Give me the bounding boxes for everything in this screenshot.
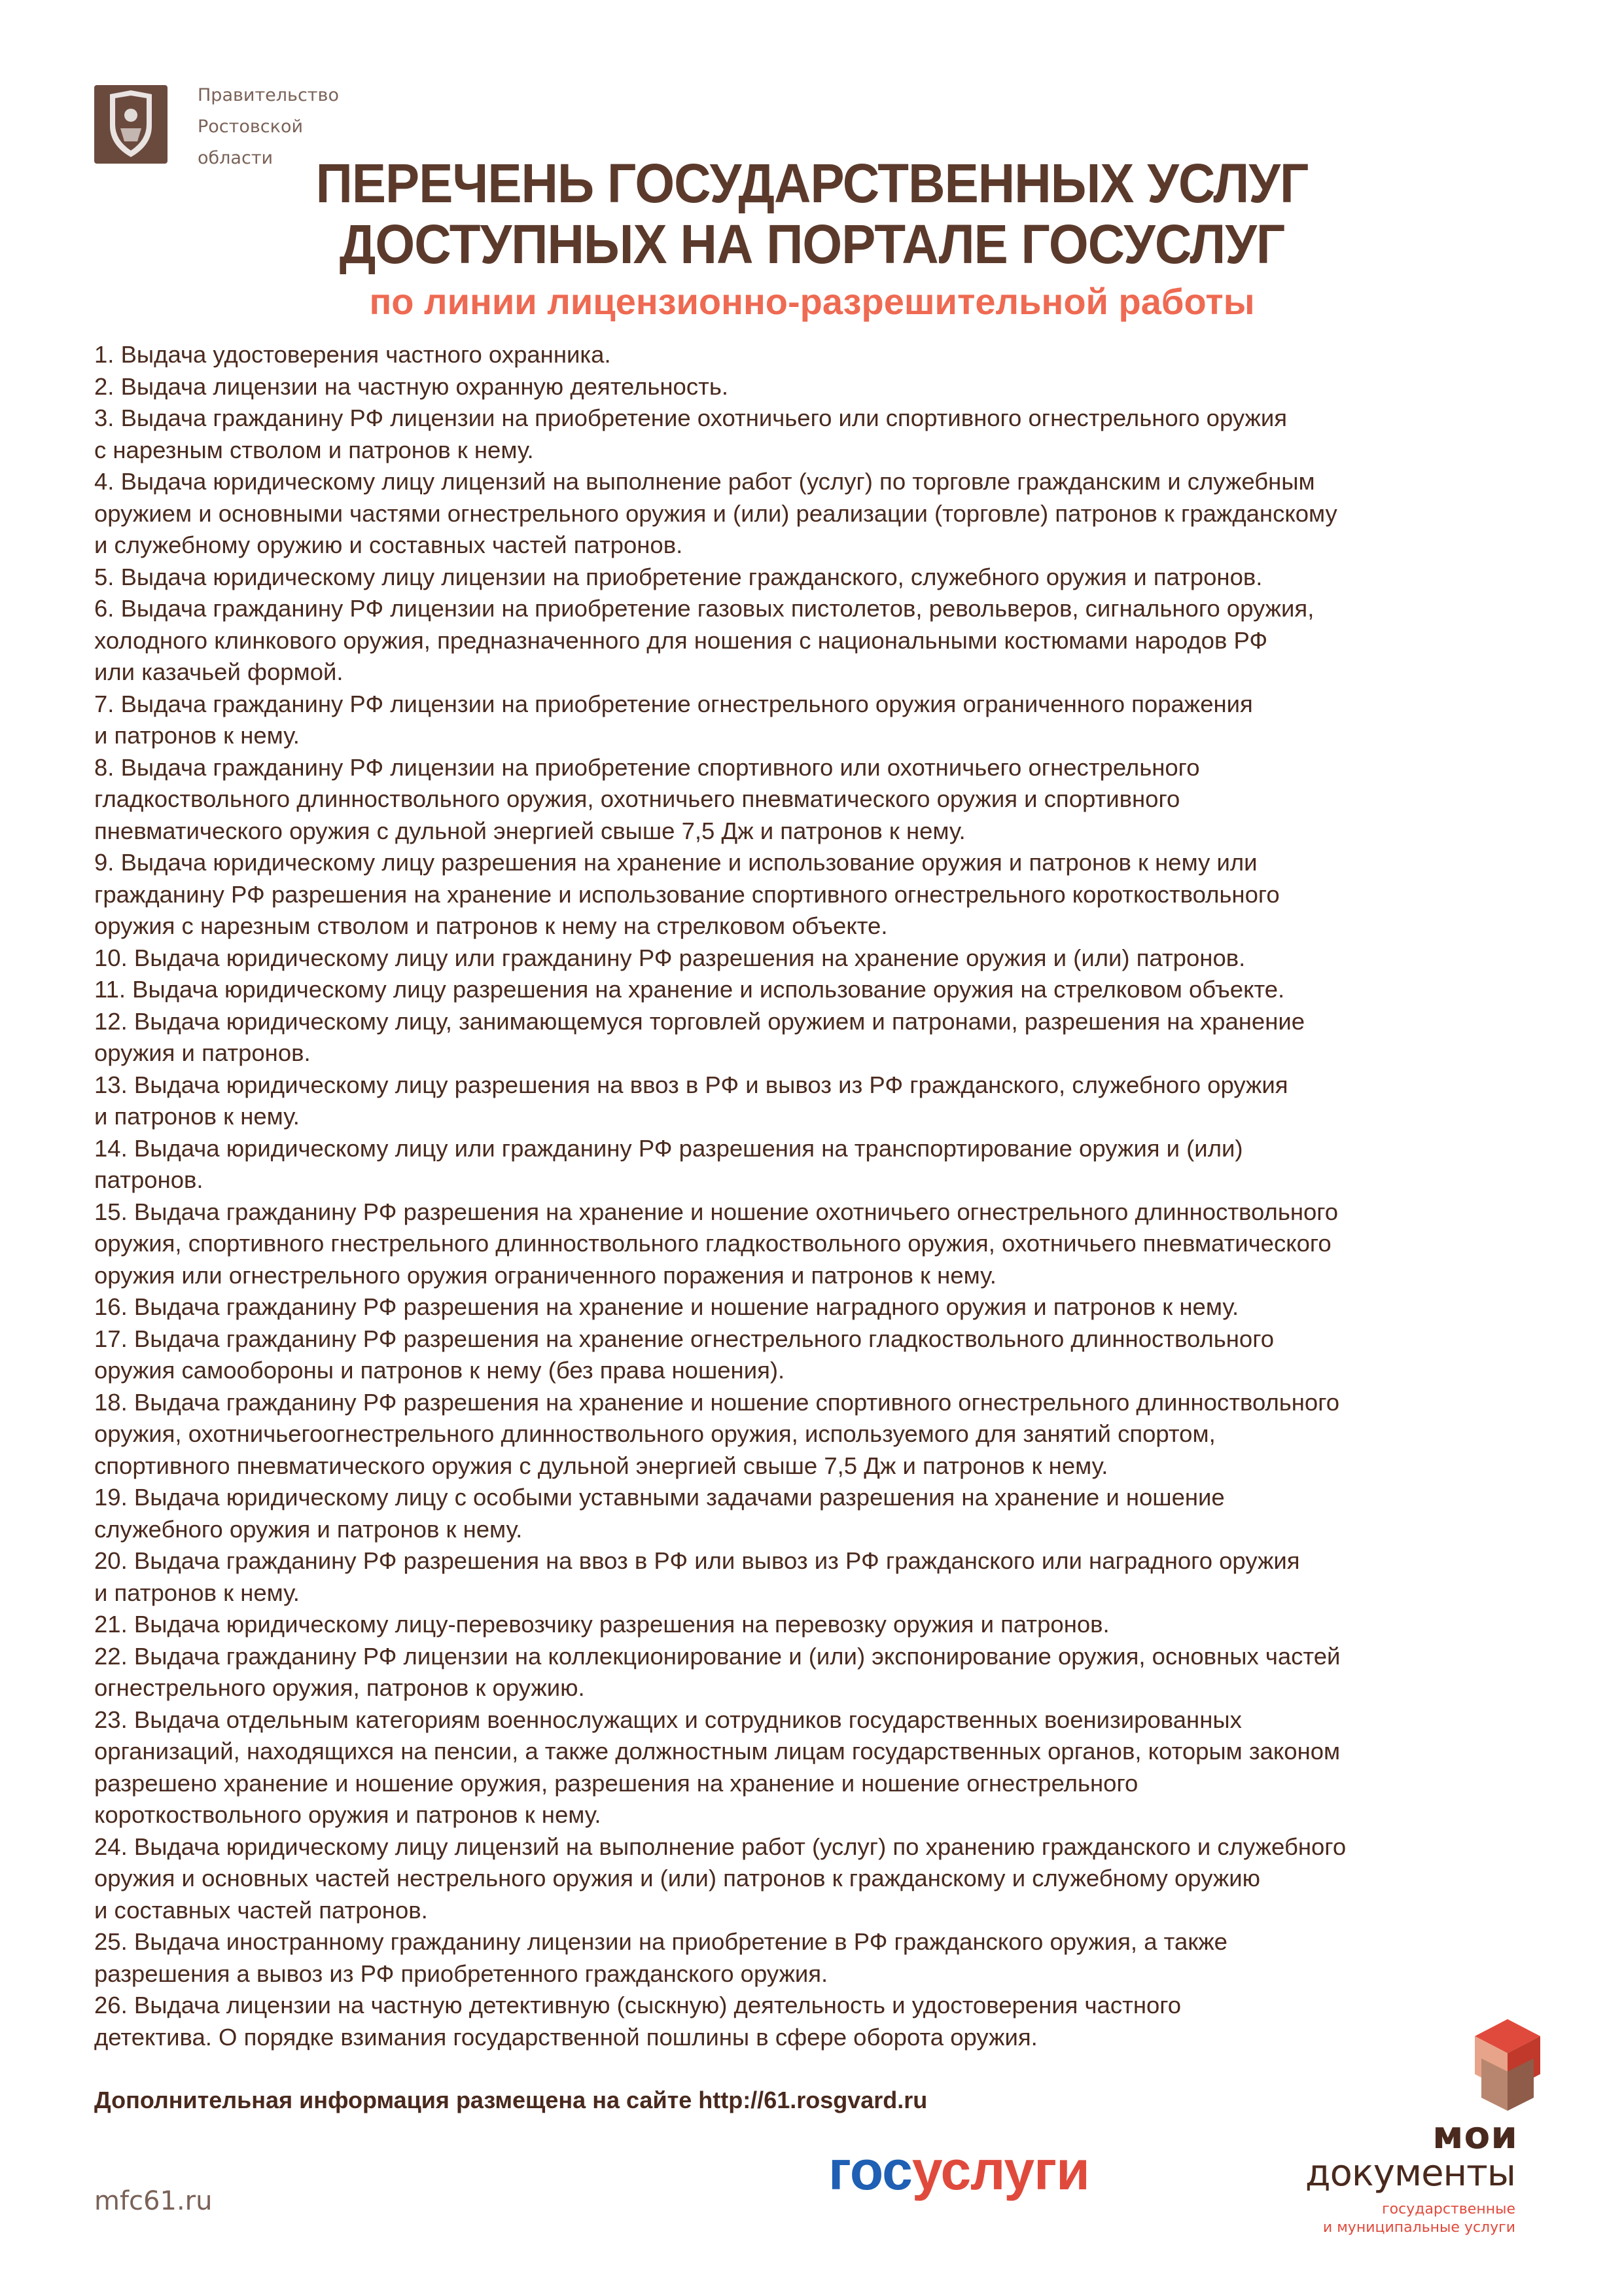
service-item-line: оружия и основных частей нестрельного оружия и (или) патронов к гражданскому и служебному оружию (94, 1865, 1261, 1892)
government-name-line: Правительство (198, 85, 339, 105)
service-item-line: оружия или огнестрельного оружия ограниченного поражения и патронов к нему. (94, 1261, 997, 1289)
service-item-line: гражданину РФ разрешения на хранение и использование спортивного огнестрельного короткоствольного (94, 880, 1280, 908)
service-item-line: 8. Выдача гражданину РФ лицензии на приобретение спортивного или охотничьего огнестрельного (94, 753, 1200, 781)
government-name-line: Ростовской (198, 117, 304, 137)
service-item (94, 1323, 1547, 1387)
service-item (94, 562, 1547, 594)
service-item-line: 20. Выдача гражданину РФ разрешения на ввоз в РФ или вывоз из РФ гражданского или наградного оружия (94, 1547, 1300, 1574)
service-item (94, 1641, 1547, 1704)
service-item-line: оружия с нарезным стволом и патронов к нему на стрелковом объекте. (94, 912, 888, 939)
service-item-line: и составных частей патронов. (94, 1896, 428, 1924)
service-item-line: или казачьей формой. (94, 658, 344, 685)
service-item (94, 466, 1547, 562)
gosuslugi-logo[interactable] (828, 2139, 1089, 2202)
service-item (94, 1291, 1547, 1323)
government-name-line: области (198, 148, 274, 168)
service-item (94, 942, 1547, 975)
service-item (94, 1482, 1547, 1545)
service-item-line: служебного оружия и патронов к нему. (94, 1515, 523, 1543)
mfc-site-link[interactable]: mfc61.ru (94, 2186, 213, 2216)
service-item (94, 847, 1547, 942)
service-item (94, 403, 1547, 466)
service-item-line: 2. Выдача лицензии на частную охранную деятельность. (94, 372, 728, 400)
gosuslugi-logo-gos: гос (828, 2140, 912, 2201)
service-item (94, 752, 1547, 848)
services-list (94, 339, 1547, 2053)
moi-dokumenty-subtitle (1282, 2200, 1515, 2237)
service-item (94, 1990, 1547, 2053)
service-item-line: огнестрельного оружия, патронов к оружию. (94, 1674, 585, 1701)
service-item-line: разрешено хранение и ношение оружия, разрешения на хранение и ношение огнестрельного (94, 1769, 1139, 1797)
service-item-line: оружия самообороны и патронов к нему (без права ношения). (94, 1357, 785, 1384)
service-item-line: и патронов к нему. (94, 722, 300, 749)
service-item-line: 6. Выдача гражданину РФ лицензии на приобретение газовых пистолетов, револьверов, сигнального оружия, (94, 595, 1315, 622)
service-item-line: 21. Выдача юридическому лицу-перевозчику разрешения на перевозку оружия и патронов. (94, 1611, 1110, 1638)
service-item (94, 1609, 1547, 1641)
service-item-line: 23. Выдача отдельным категориям военнослужащих и сотрудников государственных военизированных (94, 1706, 1242, 1733)
service-item (94, 974, 1547, 1006)
service-item-line: и патронов к нему. (94, 1579, 300, 1606)
service-item-line: 3. Выдача гражданину РФ лицензии на приобретение охотничьего или спортивного огнестрельного оружия (94, 404, 1288, 431)
service-item-line: 17. Выдача гражданину РФ разрешения на хранение огнестрельного гладкоствольного длинноствольного (94, 1325, 1275, 1352)
service-item (94, 1133, 1547, 1196)
service-item-line: 9. Выдача юридическому лицу разрешения на хранение и использование оружия и патронов к нему или (94, 849, 1258, 876)
service-item-line: 1. Выдача удостоверения частного охранника. (94, 341, 611, 368)
service-item-line: 24. Выдача юридическому лицу лицензий на выполнение работ (услуг) по хранению гражданского и служебного (94, 1833, 1347, 1860)
service-item-line: гладкоствольного длинноствольного оружия, охотничьего пневматического оружия и спортивного (94, 785, 1180, 812)
footer-info-note: Дополнительная информация размещена на сайте http://61.rosgvard.ru (94, 2087, 928, 2113)
service-item (94, 371, 1547, 403)
service-item-line: 10. Выдача юридическому лицу или гражданину РФ разрешения на хранение оружия и (или) патронов. (94, 944, 1246, 971)
service-item (94, 1831, 1547, 1927)
service-item-line: оружия, охотничьегоогнестрельного длинноствольного оружия, используемого для занятий спортом, (94, 1420, 1216, 1447)
service-item (94, 339, 1547, 371)
moi-dokumenty-subtitle-line: и муниципальные услуги (1322, 2219, 1515, 2236)
service-item-line: с нарезным стволом и патронов к нему. (94, 436, 534, 463)
service-item (94, 689, 1547, 752)
service-item-line: короткоствольного оружия и патронов к нему. (94, 1801, 601, 1828)
service-item-line: 4. Выдача юридическому лицу лицензий на выполнение работ (услуг) по торговле гражданским и служебным (94, 468, 1315, 495)
service-item-line: оружия, спортивного гнестрельного длинноствольного гладкоствольного оружия, охотничьего пневматического (94, 1230, 1332, 1257)
service-item (94, 1006, 1547, 1069)
service-item-line: и патронов к нему. (94, 1103, 300, 1130)
service-item-line: 26. Выдача лицензии на частную детективную (сыскную) деятельность и удостоверения частного (94, 1992, 1182, 2018)
service-item-line: оружием и основными частями огнестрельного оружия и (или) реализации (торговле) патронов к гражданскому (94, 499, 1337, 527)
moi-dokumenty-subtitle-line: государственные (1382, 2201, 1515, 2217)
service-item (94, 593, 1547, 689)
service-item-line: организаций, находящихся на пенсии, а также должностным лицам государственных органов, которым законом (94, 1738, 1341, 1765)
service-item-line: 25. Выдача иностранному гражданину лицензии на приобретение в РФ гражданского оружия, а также (94, 1928, 1227, 1955)
service-item (94, 1545, 1547, 1609)
moi-dokumenty-word-docs: документы (1305, 2152, 1515, 2195)
service-item-line: 15. Выдача гражданину РФ разрешения на хранение и ношение охотничьего огнестрельного длинноствольного (94, 1198, 1339, 1225)
service-item-line: оружия и патронов. (94, 1039, 311, 1066)
service-item (94, 1069, 1547, 1133)
moi-dokumenty-word-moi: мои (1432, 2113, 1518, 2157)
service-item-line: разрешения а вывоз из РФ приобретенного гражданского оружия. (94, 1960, 828, 1987)
service-item-line: детектива. О порядке взимания государственной пошлины в сфере оборота оружия. (94, 2023, 1038, 2051)
service-item-line: 7. Выдача гражданину РФ лицензии на приобретение огнестрельного оружия ограниченного поражения (94, 690, 1253, 717)
page-title-line-1: ПЕРЕЧЕНЬ ГОСУДАРСТВЕННЫХ УСЛУГ (315, 152, 1309, 214)
page-title-line-2: ДОСТУПНЫХ НА ПОРТАЛЕ ГОСУСЛУГ (339, 213, 1285, 275)
service-item-line: 11. Выдача юридическому лицу разрешения на хранение и использование оружия на стрелковом объекте. (94, 976, 1285, 1003)
service-item-line: 13. Выдача юридическому лицу разрешения на ввоз в РФ и вывоз из РФ гражданского, служебного оружия (94, 1071, 1288, 1098)
gosuslugi-logo-uslugi: услуги (911, 2140, 1089, 2201)
page-subtitle: по линии лицензионно-разрешительной работы (369, 281, 1255, 322)
service-item-line: холодного клинкового оружия, предназначенного для ношения с национальными костюмами народов РФ (94, 626, 1268, 654)
service-item-line: 19. Выдача юридическому лицу с особыми уставными задачами разрешения на хранение и ношение (94, 1484, 1225, 1511)
service-item-line: 18. Выдача гражданину РФ разрешения на хранение и ношение спортивного огнестрельного длинноствольного (94, 1388, 1340, 1416)
service-item (94, 1704, 1547, 1831)
service-item-line: 14. Выдача юридическому лицу или гражданину РФ разрешения на транспортирование оружия и (или) (94, 1134, 1243, 1162)
service-item-line: патронов. (94, 1166, 203, 1193)
service-item (94, 1926, 1547, 1990)
service-item-line: пневматического оружия с дульной энергией свыше 7,5 Дж и патронов к нему. (94, 817, 966, 844)
service-item-line: 5. Выдача юридическому лицу лицензии на приобретение гражданского, служебного оружия и патронов. (94, 563, 1263, 590)
service-item-line: и служебному оружию и составных частей патронов. (94, 531, 683, 558)
service-item-line: 16. Выдача гражданину РФ разрешения на хранение и ношение наградного оружия и патронов к нему. (94, 1293, 1239, 1320)
service-item-line: 22. Выдача гражданину РФ лицензии на коллекционирование и (или) экспонирование оружия, основных частей (94, 1642, 1341, 1670)
service-item (94, 1387, 1547, 1482)
service-item-line: спортивного пневматического оружия с дульной энергией свыше 7,5 Дж и патронов к нему. (94, 1452, 1108, 1479)
service-item (94, 1196, 1547, 1292)
service-item-line: 12. Выдача юридическому лицу, занимающемуся торговлей оружием и патронами, разрешения на хранение (94, 1007, 1305, 1035)
